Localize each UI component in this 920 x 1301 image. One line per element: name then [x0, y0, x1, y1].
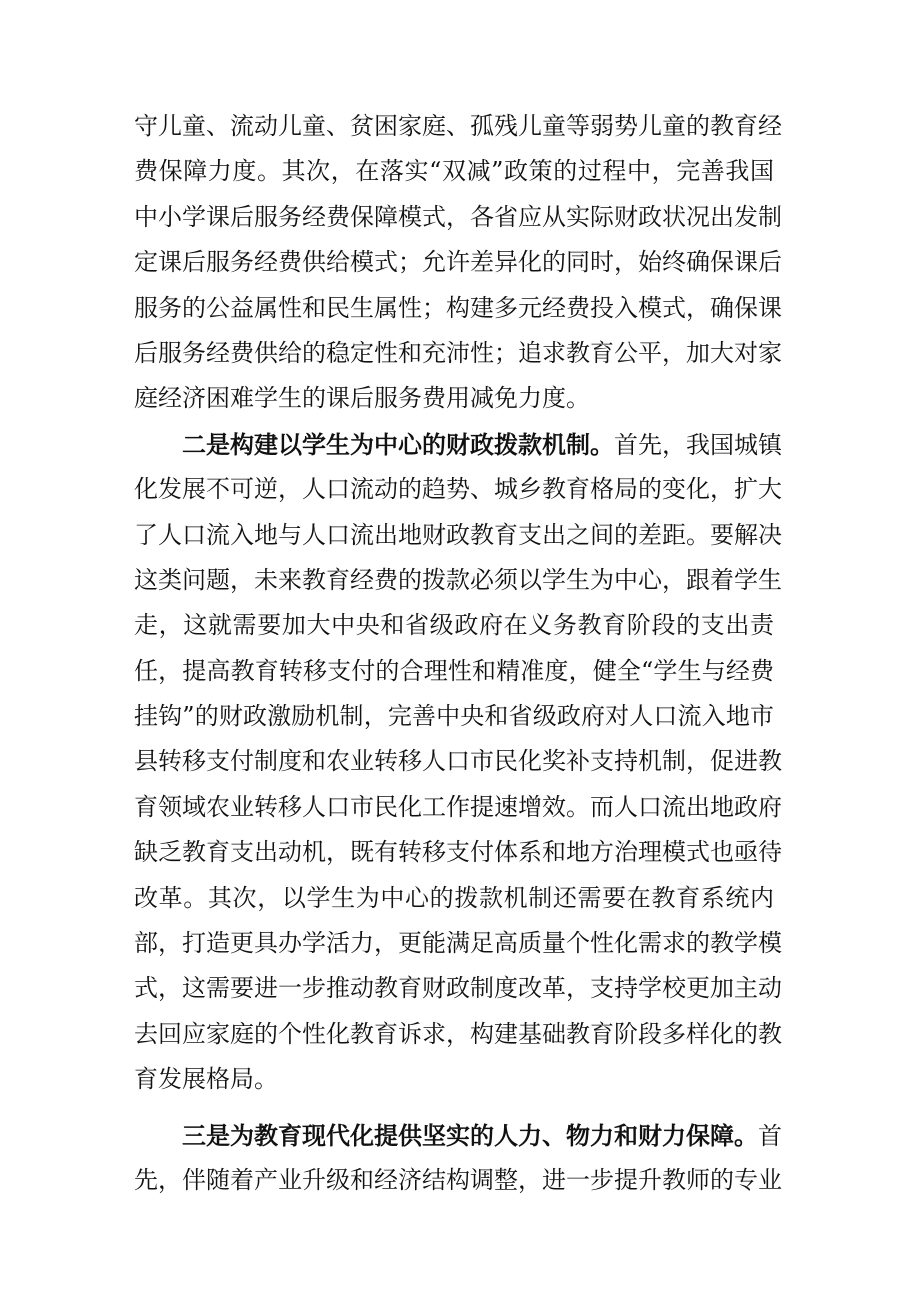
text-line: 庭经济困难学生的课后服务费用减免力度。 [134, 384, 590, 413]
text-line: 去回应家庭的个性化教育诉求，构建基础教育阶段多样化的教 [134, 1019, 782, 1048]
text-line: 任，提高教育转移支付的合理性和精准度，健全“学生与经费 [134, 656, 774, 685]
text-line: 部，打造更具办学活力，更能满足高质量个性化需求的教学模 [134, 929, 782, 958]
paragraph-first-line [134, 422, 782, 467]
document-page [134, 104, 782, 1203]
text-line: 守儿童、流动儿童、贫困家庭、孤残儿童等弱势儿童的教育经 [134, 112, 782, 140]
paragraph-2 [134, 422, 782, 1103]
text-line: 了人口流入地与人口流出地财政教育支出之间的差距。要解决 [134, 520, 782, 549]
text-line: 挂钩”的财政激励机制，完善中央和省级政府对人口流入地市 [134, 702, 774, 731]
text-line: 走，这就需要加大中央和省级政府在义务教育阶段的支出责 [134, 611, 774, 640]
text-line: 化发展不可逆，人口流动的趋势、城乡教育格局的变化，扩大 [134, 475, 782, 504]
text-line: 育领域农业转移人口市民化工作提速增效。而人口流出地政府 [134, 792, 782, 821]
text-line: 育发展格局。 [134, 1065, 278, 1094]
paragraph-3 [134, 1113, 782, 1204]
paragraph-heading-continuation: 首 [758, 1121, 782, 1150]
text-line: 定课后服务经费供给模式；允许差异化的同时，始终确保课后 [134, 248, 782, 277]
paragraph-heading: 二是构建以学生为中心的财政拨款机制。 [182, 429, 614, 459]
text-line: 这类问题，未来教育经费的拨款必须以学生为中心，跟着学生 [134, 565, 782, 594]
paragraph-first-line [134, 1113, 782, 1158]
text-line: 缺乏教育支出动机，既有转移支付体系和地方治理模式也亟待 [134, 838, 782, 867]
paragraph-heading-continuation: 首先，我国城镇 [614, 430, 782, 459]
text-line: 先，伴随着产业升级和经济结构调整，进一步提升教师的专业 [134, 1165, 782, 1194]
text-line: 后服务经费供给的稳定性和充沛性；追求教育公平，加大对家 [134, 338, 782, 367]
text-line: 改革。其次，以学生为中心的拨款机制还需要在教育系统内 [134, 883, 774, 912]
text-line: 费保障力度。其次，在落实“双减”政策的过程中，完善我国 [134, 157, 774, 186]
text-line: 服务的公益属性和民生属性；构建多元经费投入模式，确保课 [134, 293, 782, 322]
paragraph-1 [134, 104, 782, 422]
text-line: 式，这需要进一步推动教育财政制度改革，支持学校更加主动 [134, 974, 782, 1003]
paragraph-spacing [134, 1103, 774, 1113]
paragraph-heading: 三是为教育现代化提供坚实的人力、物力和财力保障。 [182, 1120, 758, 1150]
text-line: 县转移支付制度和农业转移人口市民化奖补支持机制，促进教 [134, 747, 782, 776]
text-line: 中小学课后服务经费保障模式，各省应从实际财政状况出发制 [134, 202, 782, 231]
